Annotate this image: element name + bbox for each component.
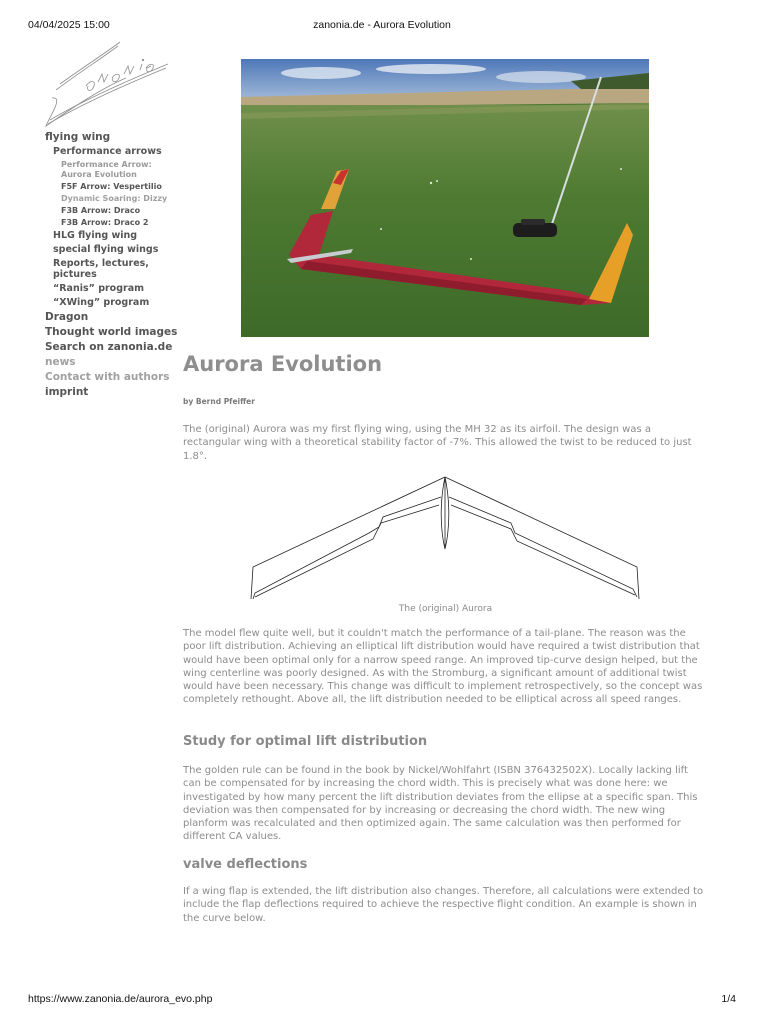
main-content <box>183 350 708 924</box>
nav-dragon[interactable]: Dragon <box>45 311 89 323</box>
nav-search[interactable]: Search on zanonia.de <box>45 341 173 353</box>
nav-news[interactable]: news <box>45 356 76 368</box>
paragraph-3: The golden rule can be found in the book by Nickel/Wohlfahrt (ISBN 376432502X). Locally lacking lift can be compensated for by increasing the chord width. This is precisely what was done here: we investigated by how many percent the lift distribution deviates from the ellipse at a specific span. This deviation was then compensated for by increasing or decreasing the chord width. The new wing planform was recalculated and then optimized again. The same calculation was then performed for different CA values. <box>183 765 698 843</box>
nav-hlg-flying-wing[interactable]: HLG flying wing <box>53 230 138 241</box>
nav-dizzy[interactable]: Dynamic Soaring: Dizzy <box>61 194 168 203</box>
nav-contact[interactable]: Contact with authors <box>45 371 170 383</box>
print-page-number: 1/4 <box>721 993 736 1005</box>
nav-flying-wing[interactable]: flying wing <box>45 131 111 143</box>
nav-xwing-program[interactable]: “XWing” program <box>53 297 150 308</box>
nav-draco[interactable]: F3B Arrow: Draco <box>61 206 141 215</box>
nav-performance-arrows[interactable]: Performance arrows <box>53 146 162 157</box>
print-page-title: zanonia.de - Aurora Evolution <box>313 19 451 31</box>
nav-draco-2[interactable]: F3B Arrow: Draco 2 <box>61 218 149 227</box>
intro-paragraph: The (original) Aurora was my first flying wing, using the MH 32 as its airfoil. The design was a rectangular wing with a theoretical stability factor of -7%. This allowed the twist to be reduced to just 1.8°. <box>183 424 692 462</box>
nav-thought-world-images[interactable]: Thought world images <box>45 326 178 338</box>
aurora-planform-figure <box>249 475 641 603</box>
zanonia-logo-icon <box>42 38 170 130</box>
nav-reports[interactable]: Reports, lectures, pictures <box>53 258 149 280</box>
zanonia-logo[interactable] <box>42 38 170 130</box>
heading-study: Study for optimal lift distribution <box>183 734 428 749</box>
hero-photo <box>241 59 649 337</box>
sidebar-nav <box>45 131 180 401</box>
nav-vespertilio[interactable]: F5F Arrow: Vespertilio <box>61 182 162 191</box>
nav-aurora-evolution[interactable]: Performance Arrow: Aurora Evolution <box>61 160 152 179</box>
heading-valve: valve deflections <box>183 857 308 872</box>
print-header <box>28 19 736 33</box>
aurora-planform-drawing <box>249 475 641 603</box>
byline: by Bernd Pfeiffer <box>183 397 255 406</box>
print-url: https://www.zanonia.de/aurora_evo.php <box>28 993 213 1005</box>
figure-caption: The (original) Aurora <box>398 604 493 614</box>
page-title: Aurora Evolution <box>183 352 383 376</box>
print-footer <box>28 993 736 1007</box>
flying-wing-photo <box>241 59 649 337</box>
nav-special-flying-wings[interactable]: special flying wings <box>53 244 159 255</box>
paragraph-2: The model flew quite well, but it couldn't match the performance of a tail-plane. The reason was the poor lift distribution. Achieving an elliptical lift distribution would have required a twist distribution that would have been optimal only for a narrow speed range. An improved tip-curve design helped, but the wing centerline was poorly designed. As with the Stromburg, a significant amount of additional twist would have been necessary. This change was difficult to implement retrospectively, so the concept was completely rethought. Above all, the lift distribution needed to be elliptical across all speed ranges. <box>183 628 703 706</box>
nav-imprint[interactable]: imprint <box>45 386 89 398</box>
print-datetime: 04/04/2025 15:00 <box>28 19 110 31</box>
nav-ranis-program[interactable]: “Ranis” program <box>53 283 145 294</box>
paragraph-4: If a wing flap is extended, the lift distribution also changes. Therefore, all calculations were extended to include the flap deflections required to achieve the respective flight condition. An example is shown in the curve below. <box>183 886 704 924</box>
